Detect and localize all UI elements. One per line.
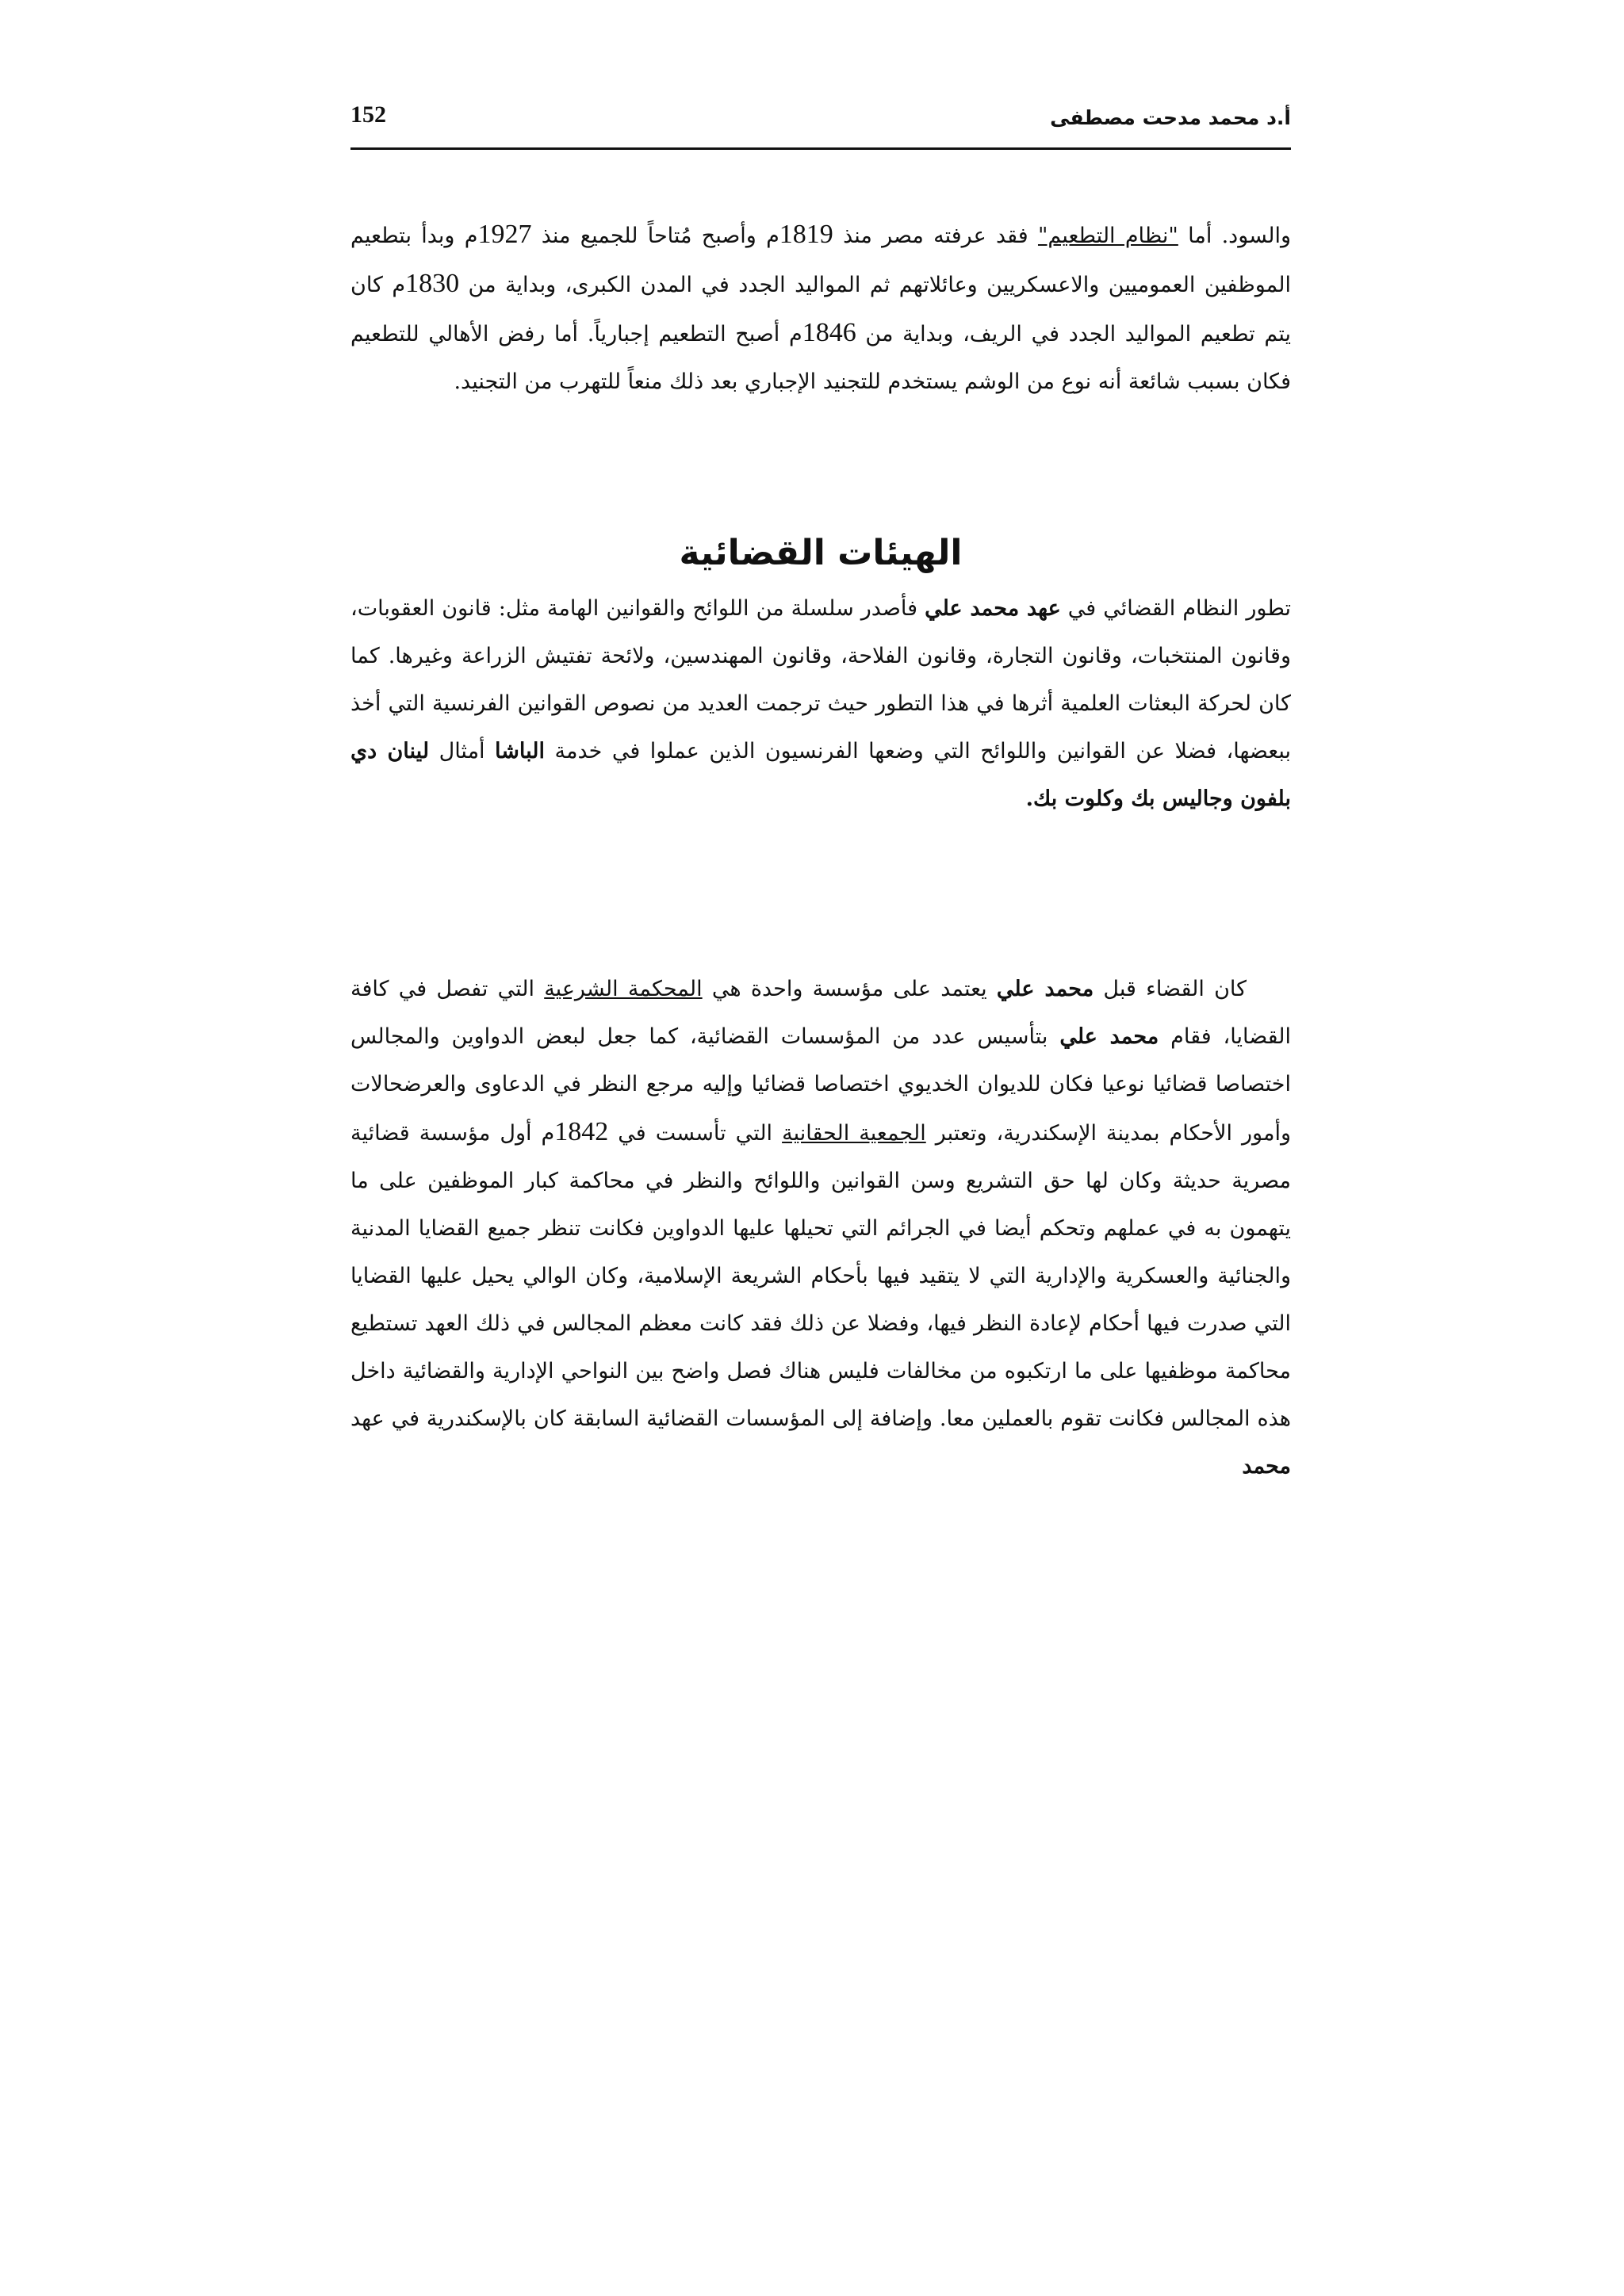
page-header [350, 101, 1291, 150]
header-author: أ.د محمد مدحت مصطفى [1050, 106, 1291, 129]
number-text-run: 1830 [405, 269, 460, 298]
underlined-text-run: الجمعية الحقانية [782, 1121, 926, 1146]
bold-text-run: لينان دي بلفون وجاليس بك وكلوت بك. [350, 739, 1291, 811]
text-run: م أول مؤسسة قضائية مصرية حديثة وكان لها حق التشريع وسن القوانين واللوائح والنظر في محاكمة كبار الموظفين على ما يتهمون به في عملهم وتحكم أيضا في الجرائم التي تحيلها عليها الدواوين فكانت تنظر جميع القضايا المدنية والجنائية والعسكرية والإدارية التي لا يتقيد فيها بأحكام الشريعة الإسلامية، وكان الوالي يحيل عليها القضايا التي صدرت فيها أحكام لإعادة النظر فيها، وفضلا عن ذلك فقد كانت معظم المجالس في ذلك العهد تستطيع محاكمة موظفيها على ما ارتكبوه من مخالفات فليس هناك فصل واضح بين النواحي الإدارية والقضائية داخل هذه المجالس فكانت تقوم بالعملين معا. وإضافة إلى المؤسسات القضائية السابقة كان بالإسكندرية في عهد [350, 1121, 1291, 1431]
text-run: والسود. أما [1178, 224, 1291, 248]
bold-text-run: محمد علي [996, 977, 1094, 1001]
text-run: م كان يتم تطعيم المواليد الجدد في الريف، وبداية من [350, 273, 1291, 346]
text-run: بتأسيس عدد من المؤسسات القضائية، كما جعل لبعض الدواوين والمجالس اختصاصا قضائيا نوعيا فكان للديوان الخديوي اختصاصا قضائيا وإليه مرجع النظر في الدعاوى والعرضحالات وأمور الأحكام بمدينة الإسكندرية، وتعتبر [350, 1024, 1291, 1146]
text-run: يعتمد على مؤسسة واحدة هي [702, 977, 997, 1001]
text-run: فأصدر سلسلة من اللوائح والقوانين الهامة مثل: قانون العقوبات، وقانون المنتخبات، وقانون التجارة، وقانون الفلاحة، وقانون المهندسين، ولائحة تفتيش الزراعة وغيرها. كما كان لحركة البعثات العلمية أثرها في هذا التطور حيث ترجمت العديد من نصوص القوانين الفرنسية التي أخذ ببعضها، فضلا عن القوانين واللوائح التي وضعها الفرنسيون الذين عملوا في خدمة [350, 596, 1291, 763]
text-run: م وأصبح مُتاحاً للجميع منذ [531, 224, 779, 248]
number-text-run: 1927 [477, 220, 532, 249]
page-number: 152 [350, 101, 386, 128]
paragraph-vaccination [350, 211, 1291, 406]
paragraph-judicial-development [350, 585, 1291, 823]
text-run: م أصبح التطعيم إجبارياً. أما رفض الأهالي للتطعيم فكان بسبب شائعة أنه نوع من الوشم يستخدم للتجنيد الإجباري بعد ذلك منعاً للتهرب من التجنيد. [350, 322, 1291, 394]
bold-text-run: عهد محمد علي [925, 596, 1061, 621]
number-text-run: 1819 [779, 220, 833, 249]
number-text-run: 1842 [554, 1117, 609, 1146]
paragraph-judicial-institutions [350, 966, 1291, 1490]
bold-text-run: محمد [1242, 1454, 1291, 1479]
number-text-run: 1846 [802, 318, 856, 347]
underlined-text-run: "نظام التطعيم" [1037, 224, 1178, 248]
text-run: م وبدأ بتطعيم الموظفين العموميين والاعسكريين وعائلاتهم ثم المواليد الجدد في المدن الكبرى، وبداية من [350, 224, 1291, 297]
section-heading: الهيئات القضائية [679, 533, 963, 573]
text-run: كان القضاء قبل [1094, 977, 1247, 1001]
bold-text-run: محمد علي [1059, 1024, 1159, 1049]
underlined-text-run: المحكمة الشرعية [544, 977, 703, 1001]
text-run: فقد عرفته مصر منذ [833, 224, 1038, 248]
text-run: تطور النظام القضائي في [1060, 596, 1292, 621]
bold-text-run: الباشا [495, 739, 545, 763]
text-run: أمثال [429, 739, 496, 763]
text-run: التي تفصل في كافة القضايا، فقام [350, 977, 1292, 1049]
text-run: التي تأسست في [608, 1121, 783, 1146]
